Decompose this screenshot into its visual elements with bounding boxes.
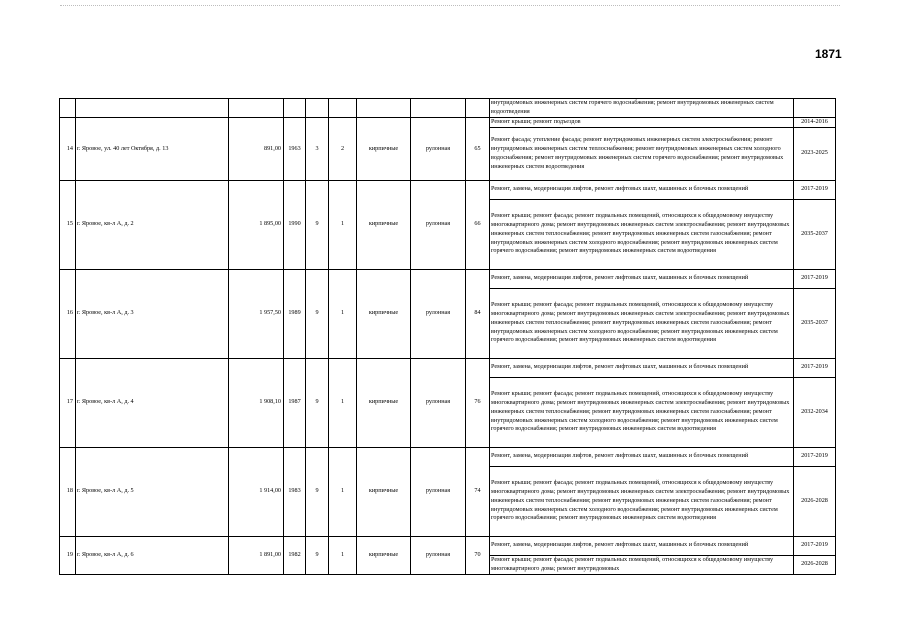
page-number: 1871 [815,47,842,61]
floors-cell: 9 [306,358,329,447]
roof-type-cell: рулонная [411,118,466,181]
wall-material-cell: кирпичные [357,180,411,269]
row-number-cell: 17 [60,358,76,447]
floors-cell: 9 [306,269,329,358]
table-row-continued [60,99,836,118]
row-number-cell: 19 [60,536,76,574]
floors-cell: 9 [306,536,329,574]
works-cell: Ремонт крыши; ремонт фасада; ремонт подвальных помещений, относящихся к общедомовому имуществу многоквартирного дома; ремонт внутридомовых инженерных систем электроснабжения; ремонт внутридомовых инженерных систем теплоснабжения; ремонт внутридомовых инженерных систем газоснабжения; ремонт внутридомовых инженерных систем холодного водоснабжения; ремонт внутридомовых инженерных систем горячего водоснабжения; ремонт внутридомовых инженерных систем водоотведения [490,466,794,536]
row-number-cell: 14 [60,118,76,181]
row-number-cell: 15 [60,180,76,269]
period-cell: 2014-2016 [794,118,836,128]
works-cell: Ремонт крыши; ремонт фасада; ремонт подвальных помещений, относящихся к общедомовому имуществу многоквартирного дома; ремонт внутридомовых инженерных систем электроснабжения; ремонт внутридомовых инженерных систем теплоснабжения; ремонт внутридомовых инженерных систем газоснабжения; ремонт внутридомовых инженерных систем холодного водоснабжения; ремонт внутридомовых инженерных систем горячего водоснабжения; ремонт внутридомовых инженерных систем водоотведения [490,288,794,358]
year-cell: 1987 [284,358,306,447]
year-cell: 1963 [284,118,306,181]
scan-artifact-line [60,5,840,7]
flats-cell: 70 [466,536,490,574]
roof-type-cell: рулонная [411,180,466,269]
flats-cell: 84 [466,269,490,358]
works-cell: Ремонт, замена, модернизация лифтов, ремонт лифтовых шахт, машинных и блочных помещений [490,180,794,199]
address-cell: г. Яровое, кв-л А, д. 5 [76,447,229,536]
area-cell: 1 914,00 [229,447,284,536]
table-row [60,536,836,555]
area-cell: 1 895,00 [229,180,284,269]
table-row [60,358,836,377]
flats-cell: 66 [466,180,490,269]
entrances-cell: 1 [329,447,357,536]
period-cell: 2023-2025 [794,127,836,180]
address-cell: г. Яровое, кв-л А, д. 3 [76,269,229,358]
floors-cell: 9 [306,447,329,536]
period-cell: 2032-2034 [794,377,836,447]
area-cell: 891,00 [229,118,284,181]
period-cell: 2017-2019 [794,447,836,466]
table-row [60,269,836,288]
roof-type-cell: рулонная [411,358,466,447]
area-cell: 1 957,50 [229,269,284,358]
flats-cell: 74 [466,447,490,536]
roof-type-cell: рулонная [411,536,466,574]
works-cell: внутридомовых инженерных систем горячего водоснабжения; ремонт внутридомовых инженерных систем водоотведения [490,99,794,118]
works-cell: Ремонт крыши; ремонт фасада; ремонт подвальных помещений, относящихся к общедомовому имуществу многоквартирного дома; ремонт внутридомовых [490,555,794,574]
year-cell: 1982 [284,536,306,574]
entrances-cell: 1 [329,180,357,269]
works-cell: Ремонт крыши; ремонт подъездов [490,118,794,128]
table-row [60,118,836,128]
wall-material-cell: кирпичные [357,447,411,536]
area-cell: 1 908,10 [229,358,284,447]
period-cell: 2035-2037 [794,288,836,358]
works-cell: Ремонт крыши; ремонт фасада; ремонт подвальных помещений, относящихся к общедомовому имуществу многоквартирного дома; ремонт внутридомовых инженерных систем электроснабжения; ремонт внутридомовых инженерных систем теплоснабжения; ремонт внутридомовых инженерных систем газоснабжения; ремонт внутридомовых инженерных систем холодного водоснабжения; ремонт внутридомовых инженерных систем горячего водоснабжения; ремонт внутридомовых инженерных систем водоотведения [490,199,794,269]
floors-cell: 9 [306,180,329,269]
entrances-cell: 1 [329,536,357,574]
wall-material-cell: кирпичные [357,358,411,447]
period-cell: 2017-2019 [794,269,836,288]
works-cell: Ремонт крыши; ремонт фасада; ремонт подвальных помещений, относящихся к общедомовому имуществу многоквартирного дома; ремонт внутридомовых инженерных систем электроснабжения; ремонт внутридомовых инженерных систем теплоснабжения; ремонт внутридомовых инженерных систем газоснабжения; ремонт внутридомовых инженерных систем холодного водоснабжения; ремонт внутридомовых инженерных систем горячего водоснабжения; ремонт внутридомовых инженерных систем водоотведения [490,377,794,447]
floors-cell: 3 [306,118,329,181]
address-cell: г. Яровое, кв-л А, д. 4 [76,358,229,447]
period-cell: 2017-2019 [794,536,836,555]
capital-repair-table [59,98,836,575]
year-cell: 1990 [284,180,306,269]
wall-material-cell: кирпичные [357,118,411,181]
address-cell: г. Яровое, кв-л А, д. 2 [76,180,229,269]
works-cell: Ремонт, замена, модернизация лифтов, ремонт лифтовых шахт, машинных и блочных помещений [490,447,794,466]
table-row [60,447,836,466]
period-cell: 2026-2028 [794,466,836,536]
address-cell: г. Яровое, ул. 40 лет Октября, д. 13 [76,118,229,181]
works-cell: Ремонт фасада; утепление фасада; ремонт внутридомовых инженерных систем электроснабжения; ремонт внутридомовых инженерных систем теплоснабжения; ремонт внутридомовых инженерных систем холодного водоснабжения; ремонт внутридомовых инженерных систем горячего водоснабжения; ремонт внутридомовых инженерных систем водоотведения [490,127,794,180]
row-number-cell: 16 [60,269,76,358]
works-cell: Ремонт, замена, модернизация лифтов, ремонт лифтовых шахт, машинных и блочных помещений [490,269,794,288]
year-cell: 1989 [284,269,306,358]
roof-type-cell: рулонная [411,447,466,536]
row-number-cell: 18 [60,447,76,536]
table-row [60,180,836,199]
period-cell: 2017-2019 [794,358,836,377]
roof-type-cell: рулонная [411,269,466,358]
period-cell: 2035-2037 [794,199,836,269]
year-cell: 1983 [284,447,306,536]
address-cell: г. Яровое, кв-л А, д. 6 [76,536,229,574]
flats-cell: 65 [466,118,490,181]
period-cell: 2017-2019 [794,180,836,199]
period-cell: 2026-2028 [794,555,836,574]
area-cell: 1 891,00 [229,536,284,574]
entrances-cell: 1 [329,358,357,447]
works-cell: Ремонт, замена, модернизация лифтов, ремонт лифтовых шахт, машинных и блочных помещений [490,536,794,555]
works-cell: Ремонт, замена, модернизация лифтов, ремонт лифтовых шахт, машинных и блочных помещений [490,358,794,377]
wall-material-cell: кирпичные [357,536,411,574]
entrances-cell: 2 [329,118,357,181]
entrances-cell: 1 [329,269,357,358]
flats-cell: 76 [466,358,490,447]
wall-material-cell: кирпичные [357,269,411,358]
